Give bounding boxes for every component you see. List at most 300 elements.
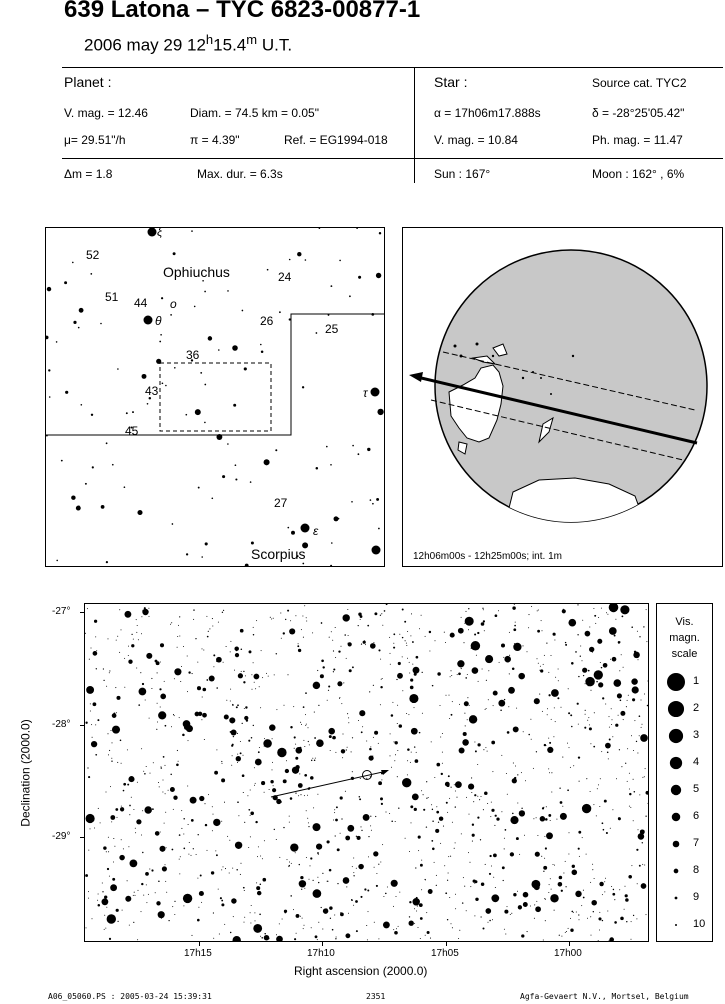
star-dot [230,701,231,702]
star-dot [295,852,296,853]
star-dot [335,627,336,628]
star-dot [361,643,362,644]
star-dot [393,741,394,742]
star-dot [91,414,93,416]
star-dot [504,699,505,700]
star-dot [431,840,433,842]
star-dot [260,856,261,857]
star-dot [129,814,130,815]
star-dot [232,345,238,351]
y-tick-label: -29° [52,831,71,842]
star-dot [330,565,332,566]
star-dot [625,886,626,887]
star-dot [214,771,218,775]
star-dot [455,806,456,807]
star-dot [241,648,243,650]
star-dot [216,687,218,689]
star-dot [224,924,225,925]
star-dot [230,641,231,642]
star-dot [98,904,101,907]
star-dot [528,627,529,628]
star-dot [406,643,407,644]
star-dot [89,659,90,660]
star-label-45: 45 [125,424,139,438]
bright-star-dot [371,388,380,397]
star-dot [604,800,607,803]
star-dot [343,877,350,884]
star-dot [301,889,302,890]
star-dot [409,901,411,903]
star-dot [252,689,253,690]
star-dot [469,814,470,815]
y-tick [80,725,84,726]
star-dot [399,724,402,727]
star-dot [132,411,134,413]
star-dot [333,668,335,670]
star-dot [450,633,455,638]
star-dot [573,912,574,913]
star-dot [329,637,330,638]
star-dot [248,809,250,811]
star-dot [140,672,141,673]
star-dot [104,915,105,916]
star-dot [243,681,245,683]
star-dot [230,932,231,933]
star-dot [158,782,159,783]
star-dot [332,640,333,641]
star-dot [644,693,645,694]
star-dot [123,783,126,786]
star-dot [198,834,199,835]
star-dot [212,626,213,627]
star-dot [339,260,341,262]
star-dot [107,638,108,639]
star-dot [479,799,480,800]
star-dot [462,739,469,746]
star-dot [318,705,319,706]
star-dot [397,776,398,777]
star-dot [634,720,635,721]
star-dot [380,659,381,660]
star-dot [550,820,551,821]
star-dot [594,615,596,617]
star-dot [328,728,335,735]
star-dot [477,764,478,765]
star-dot [218,349,220,351]
star-dot [186,553,188,555]
star-dot [531,739,532,740]
star-dot [423,809,425,811]
star-dot [269,789,270,790]
star-dot [413,667,420,674]
star-dot [211,871,214,874]
star-dot [409,694,418,703]
star-dot [322,666,324,668]
star-dot [136,619,137,620]
star-label-51: 51 [105,290,119,304]
star-dot [352,445,354,447]
star-dot [407,658,408,659]
star-dot [534,918,535,919]
star-dot [561,707,562,708]
star-dot [501,811,502,812]
star-dot [358,453,360,455]
star-dot [523,892,529,898]
star-dot [305,714,306,715]
star-dot [464,623,465,624]
star-dot [625,763,626,764]
star-dot [421,790,422,791]
star-dot [612,736,613,737]
star-dot [613,679,621,687]
star-dot [289,318,291,320]
star-dot [469,705,470,706]
star-dot [621,615,623,617]
star-dot [593,608,594,609]
star-dot [543,807,544,808]
star-dot [131,644,134,647]
star-dot [61,460,63,462]
scale-label-mag-7: 7 [693,837,700,849]
star-dot [537,658,538,659]
star-dot [633,820,634,821]
star-dot [407,774,408,775]
star-dot [142,852,143,853]
star-dot [272,738,273,739]
star-dot [626,921,627,922]
star-dot [461,617,462,618]
star-dot [631,678,637,684]
star-dot [208,336,212,340]
star-dot [234,646,238,650]
star-dot [273,618,274,619]
star-dot [480,916,481,917]
star-dot [578,756,580,758]
star-dot [507,731,510,734]
star-dot [112,726,120,734]
star-dot [317,794,318,795]
star-dot [536,817,537,818]
star-dot [302,386,304,388]
star-dot [121,839,122,840]
star-dot [164,681,165,682]
star-dot [597,639,602,644]
star-dot [72,262,74,264]
star-dot [358,864,364,870]
star-dot [232,704,233,705]
star-dot [90,703,91,704]
star-dot [366,778,367,779]
star-dot [347,825,354,832]
star-dot [283,632,285,634]
star-dot [122,910,123,911]
star-dot [448,872,449,873]
star-dot [374,922,375,923]
star-dot [573,765,574,766]
star-dot [585,714,586,715]
star-dot [139,688,147,696]
star-dot [492,919,493,920]
star-dot [609,727,610,728]
star-dot [416,911,417,912]
star-dot [276,709,277,710]
star-dot [631,939,632,940]
star-dot [565,932,566,933]
star-dot [582,660,583,661]
x-tick [446,942,447,946]
star-dot [109,672,110,673]
star-dot [311,927,312,928]
star-dot [414,673,417,676]
star-dot [397,705,398,706]
star-dot [166,847,167,848]
star-dot [271,619,272,620]
star-dot [212,618,213,619]
star-dot [290,797,293,800]
star-dot [611,708,612,709]
star-dot [641,700,642,701]
star-dot [474,742,475,743]
star-dot [631,921,632,922]
star-dot [404,621,406,623]
star-dot [289,259,291,261]
star-dot [187,691,188,692]
star-dot [463,877,464,878]
star-dot [618,715,619,716]
x-tick [569,942,570,946]
star-dot [229,717,235,723]
star-dot [123,790,125,792]
star-dot [220,897,222,899]
star-dot [575,891,581,897]
star-dot [559,788,560,789]
star-dot [212,806,213,807]
star-dot [617,693,622,698]
star-dot [570,767,571,768]
star-dot [376,873,377,874]
star-dot [597,788,598,789]
star-dot [461,668,462,669]
star-dot [305,259,307,261]
star-dot [464,713,465,714]
star-dot [594,878,595,879]
star-dot [459,748,465,754]
star-dot [361,830,362,831]
star-dot [444,632,445,633]
star-dot [527,651,528,652]
star-dot [306,724,307,725]
star-dot [310,857,312,859]
star-dot [213,912,214,913]
star-dot [248,740,250,742]
star-dot [548,892,549,893]
star-dot [279,857,280,858]
star-dot [559,876,563,880]
star-dot [312,632,313,633]
star-dot [109,938,111,940]
star-dot [590,690,591,691]
star-dot [127,880,128,881]
star-dot [125,896,131,902]
star-dot [620,917,624,921]
star-dot [636,918,637,919]
star-dot [421,860,422,861]
star-dot [621,654,622,655]
star-dot [213,654,215,656]
star-dot [370,825,371,826]
star-dot [402,690,403,691]
star-dot [619,670,620,671]
star-dot [484,792,488,796]
star-source-catalog: Source cat. TYC2 [592,76,687,90]
star-dot [485,864,486,865]
star-dot [268,676,269,677]
star-dot [184,725,189,730]
star-dot [294,748,295,749]
star-dot [209,628,210,629]
star-dot [463,642,464,643]
star-dot [235,478,237,480]
star-dot [409,921,414,926]
scale-label-mag-3: 3 [693,729,700,741]
star-dot [428,889,433,894]
star-dot [363,814,370,821]
star-dot [590,882,591,883]
star-dot [335,819,338,822]
star-dot [474,883,475,884]
star-dot [141,616,142,617]
star-dot [300,722,301,723]
star-dot [333,671,334,672]
star-dot [381,613,382,614]
star-dot [360,826,361,827]
star-dot [465,677,467,679]
star-dot [183,834,184,835]
star-dot [371,313,374,316]
star-dot [465,617,474,626]
star-label-xi: ξ [157,225,163,239]
star-dot [223,662,224,663]
star-label: Star : [434,74,468,90]
star-dot [369,756,374,761]
star-dot [351,751,352,752]
star-dot [90,273,92,275]
shadow-direction-arrow [409,372,423,382]
star-dot [299,747,301,749]
star-dot [300,916,301,917]
star-dot [192,673,193,674]
star-dot [128,655,129,656]
star-dot [133,922,134,923]
star-dot [289,822,290,823]
star-dot [410,762,411,763]
star-dot [221,900,223,902]
star-dot [438,822,439,823]
star-dot [442,733,443,734]
star-dot [119,652,120,653]
star-dot [591,935,592,936]
star-dot [262,677,263,678]
star-dot [163,780,164,781]
star-dot [493,877,494,878]
star-dot [207,636,209,638]
star-dot [105,928,106,929]
star-dot [592,864,593,865]
star-dot [540,666,541,667]
star-dot [198,712,202,716]
star-dot [273,785,274,786]
star-dot [235,464,237,466]
star-dot [179,873,180,874]
star-dot [204,803,205,804]
star-dot [618,641,621,644]
star-dot [596,815,597,816]
star-dot [515,622,516,623]
star-dot [414,908,415,909]
star-dot [628,695,629,696]
star-dot [221,763,222,764]
star-dot [443,826,444,827]
star-dot [238,815,239,816]
star-dot [364,888,366,890]
star-dot [204,422,206,424]
star-dot [397,723,398,724]
star-dot [347,609,348,610]
star-dot [393,906,394,907]
star-dot [93,651,98,656]
star-dot [639,636,640,637]
star-dot [493,691,498,696]
star-dot [408,714,409,715]
star-dot [504,910,508,914]
star-dot [159,341,161,343]
star-dot [47,287,51,291]
star-dot [631,735,632,736]
star-dot [399,634,400,635]
star-label-36: 36 [186,348,200,362]
star-dot [136,668,137,669]
star-dot [599,930,600,931]
scale-label-mag-10: 10 [693,918,706,930]
star-dot [236,650,237,651]
star-dot [576,912,577,913]
star-dot [146,653,152,659]
star-dot [162,866,167,871]
star-dot [289,865,290,866]
star-dot [110,884,117,891]
star-dot [360,799,361,800]
star-dot [465,725,466,726]
star-dot [287,610,289,612]
star-dot [568,688,569,689]
star-dot [356,930,358,932]
star-dot [483,928,485,930]
star-dot [246,719,248,721]
star-dot [223,866,224,867]
star-dot [551,791,552,792]
star-dot [450,856,451,857]
star-dot [103,680,104,681]
star-dot [304,925,305,926]
star-dot [547,747,553,753]
star-dot [396,928,397,929]
star-dot [158,911,165,918]
star-dot [177,750,178,751]
star-dot [380,704,381,705]
star-dot [632,686,639,693]
star-dot [298,643,299,644]
star-dot [571,662,574,665]
